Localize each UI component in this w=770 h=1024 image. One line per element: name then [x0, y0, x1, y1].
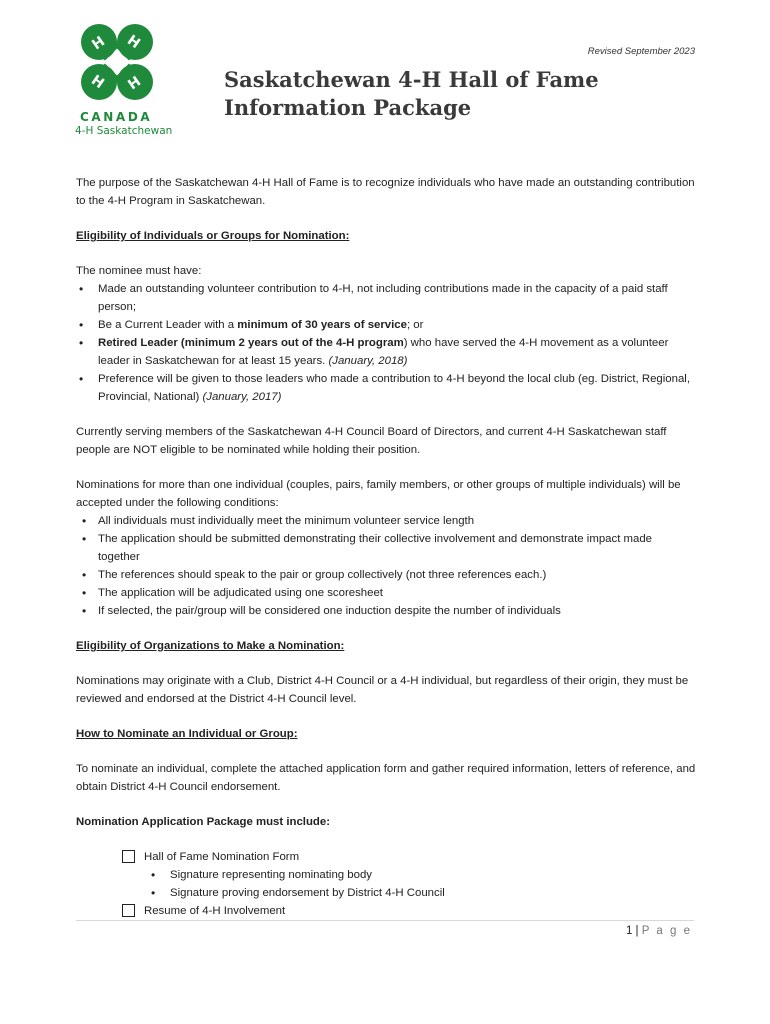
checkbox[interactable] — [122, 850, 135, 863]
list-item: • The application should be submitted demonstrating their collective involvement and demonstrate impact made together — [76, 530, 696, 566]
title-line-1: Saskatchewan 4-H Hall of Fame — [224, 67, 599, 92]
list-item: • Signature representing nominating body — [148, 866, 696, 884]
list-item: • If selected, the pair/group will be considered one induction despite the number of individuals — [76, 602, 696, 620]
nominee-criteria-list — [76, 280, 696, 406]
section-heading-eligibility-individuals: Eligibility of Individuals or Groups for Nomination: — [76, 230, 350, 242]
list-item: • Preference will be given to those leaders who made a contribution to 4-H beyond the local club (eg. District, Regional, Provincial, National) (January, 2017) — [76, 370, 696, 406]
nominee-lead: The nominee must have: — [76, 265, 202, 277]
page-separator: | — [632, 925, 642, 937]
section-heading-package: Nomination Application Package must include: — [76, 816, 331, 828]
list-item: • Made an outstanding volunteer contribution to 4-H, not including contributions made in the capacity of a paid staff person; — [76, 280, 696, 316]
4h-canada-logo — [72, 20, 182, 137]
groups-intro: Nominations for more than one individual (couples, pairs, family members, or other groups of multiple individuals) will be accepted under the following conditions: — [76, 479, 681, 509]
logo-region: 4-H Saskatchewan — [75, 125, 173, 137]
clover-icon — [72, 20, 162, 106]
nomination-form-sublist — [148, 866, 696, 902]
not-eligible-paragraph: Currently serving members of the Saskatchewan 4-H Council Board of Directors, and current 4-H Saskatchewan staff people are NOT eligible to be nominated while holding their position. — [76, 426, 667, 456]
group-conditions-list — [76, 512, 696, 620]
section-heading-how-to: How to Nominate an Individual or Group: — [76, 728, 298, 740]
how-to-paragraph: To nominate an individual, complete the attached application form and gather required information, letters of reference, and obtain District 4-H Council endorsement. — [76, 763, 696, 793]
intro-paragraph: The purpose of the Saskatchewan 4-H Hall of Fame is to recognize individuals who have made an outstanding contribution to the 4-H Program in Saskatchewan. — [76, 177, 695, 207]
orgs-paragraph: Nominations may originate with a Club, District 4-H Council or a 4-H individual, but regardless of their origin, they must be reviewed and endorsed at the District 4-H Council level. — [76, 675, 689, 705]
list-item: • The references should speak to the pair or group collectively (not three references each.) — [76, 566, 696, 584]
checklist-item-label: Resume of 4-H Involvement — [144, 905, 286, 917]
list-item: • All individuals must individually meet the minimum volunteer service length — [76, 512, 696, 530]
list-item: • Signature proving endorsement by District 4-H Council — [148, 884, 696, 902]
list-item: • Retired Leader (minimum 2 years out of the 4-H program) who have served the 4-H movement as a volunteer leader in Saskatchewan for at least 15 years. (January, 2018) — [76, 334, 696, 370]
section-heading-eligibility-orgs: Eligibility of Organizations to Make a Nomination: — [76, 640, 345, 652]
svg-text:H: H — [125, 73, 145, 94]
svg-text:H: H — [88, 72, 107, 93]
document-body — [76, 174, 696, 920]
checklist-item-nomination-form[interactable] — [122, 848, 696, 866]
revised-date: Revised September 2023 — [587, 46, 695, 57]
page-label: P a g e — [641, 925, 692, 937]
svg-text:H: H — [89, 33, 109, 54]
logo-country: CANADA — [80, 110, 153, 124]
list-item: • The application will be adjudicated using one scoresheet — [76, 584, 696, 602]
svg-text:H: H — [124, 32, 143, 53]
checkbox[interactable] — [122, 904, 135, 917]
title-line-2: Information Package — [224, 95, 472, 120]
package-checklist — [122, 848, 696, 920]
footer-divider — [76, 920, 694, 921]
page-number — [626, 925, 692, 937]
checklist-item-label: Hall of Fame Nomination Form — [144, 851, 300, 863]
page-number-value: 1 — [625, 925, 633, 937]
checklist-item-resume[interactable] — [122, 902, 696, 920]
list-item: • Be a Current Leader with a minimum of 30 years of service; or — [76, 316, 696, 334]
page-title — [224, 66, 599, 122]
